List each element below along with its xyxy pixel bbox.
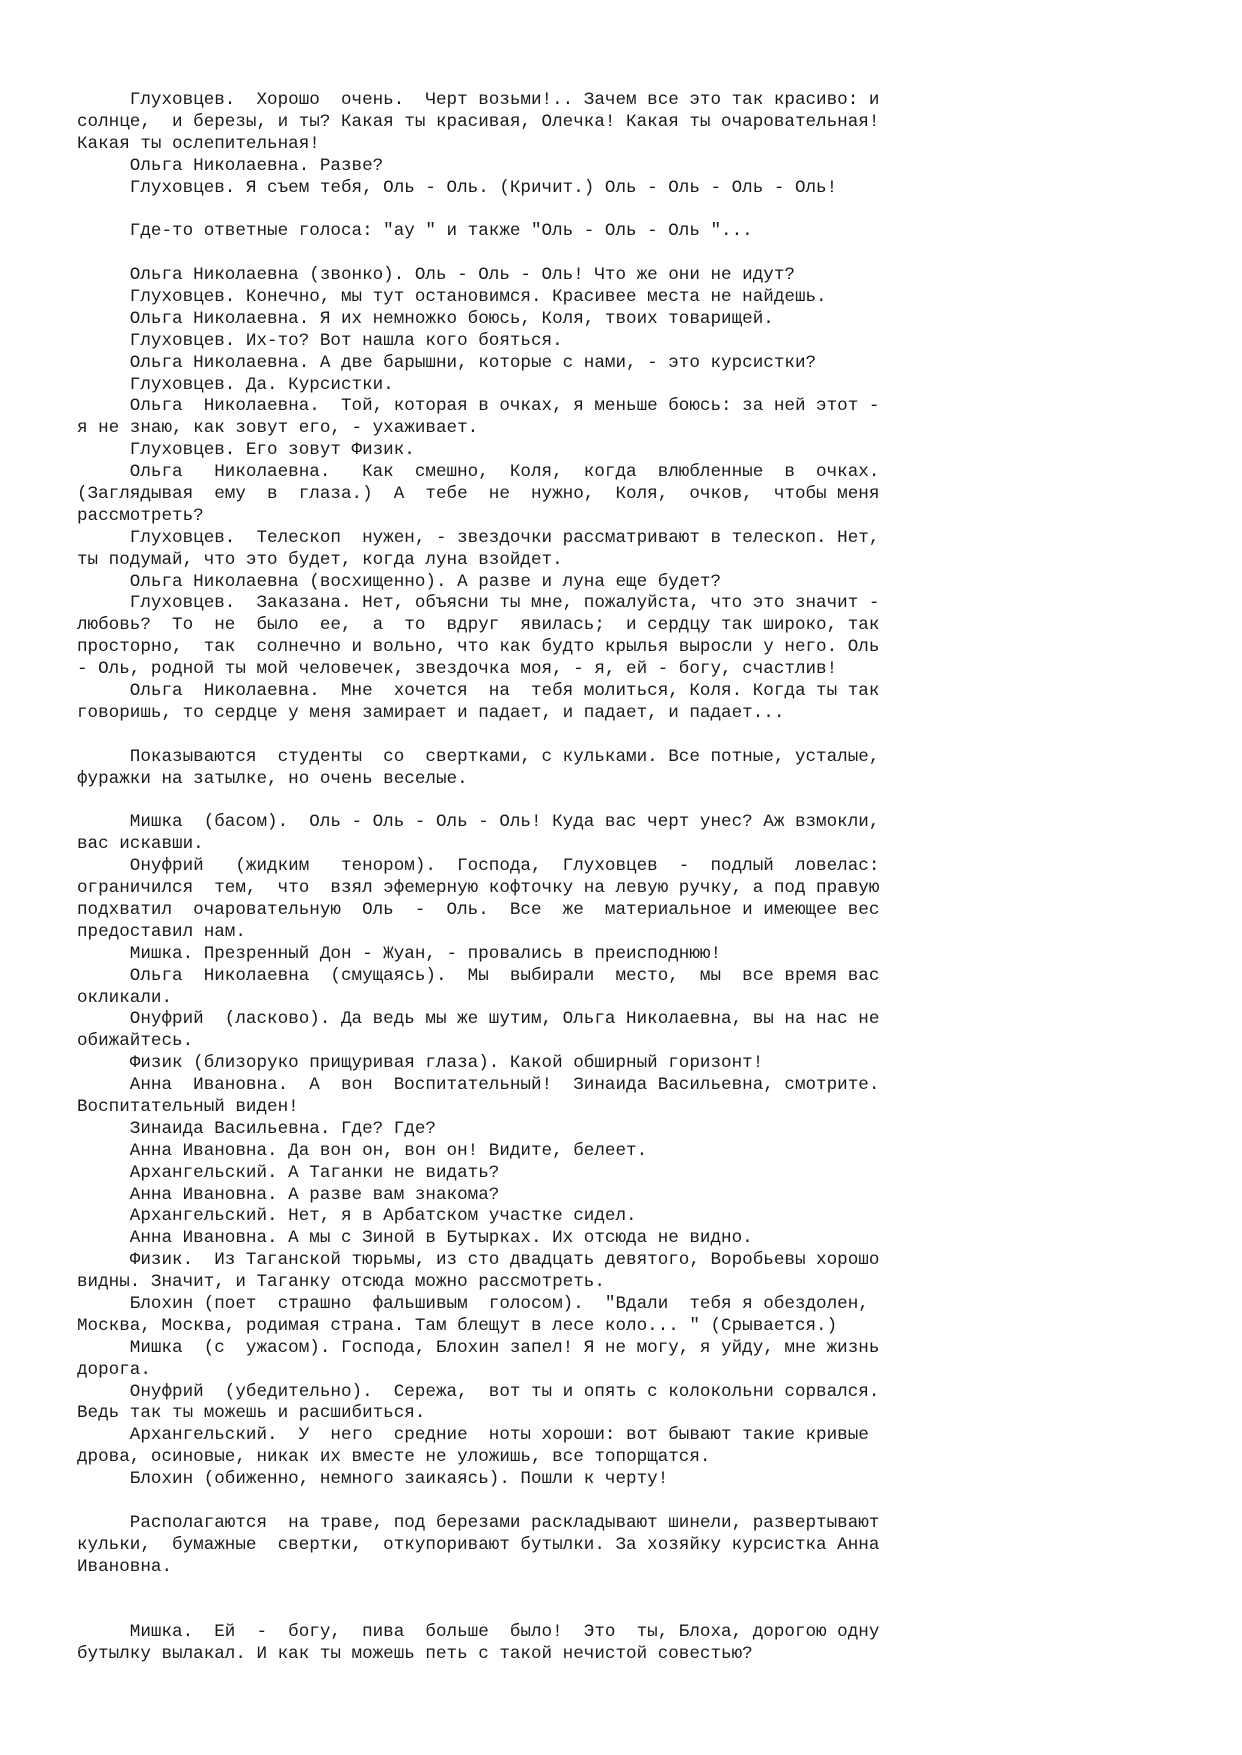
document-page [77, 90, 1029, 1666]
text-line: Онуфрий (жидким тенором). Господа, Глуховцев - подлый ловелас: [77, 856, 880, 877]
text-line: Глуховцев. Конечно, мы тут остановимся. Красивее места не найдешь. [77, 287, 827, 308]
text-line: фуражки на затылке, но очень веселые. [77, 768, 468, 789]
text-line: Мишка (басом). Оль - Оль - Оль - Оль! Куда вас черт унес? Аж взмокли, [77, 812, 880, 833]
text-line: подхватил очаровательную Оль - Оль. Все же материальное и имеющее вес [77, 899, 880, 920]
text-line: Воспитательный виден! [77, 1096, 299, 1117]
blank-line [77, 725, 1029, 747]
text-line: Москва, Москва, родимая страна. Там блещут в лесе коло... " (Срывается.) [77, 1315, 838, 1336]
text-line: Архангельский. А Таганки не видать? [77, 1162, 500, 1183]
text-line: Блохин (обиженно, немного заикаясь). Пошли к черту! [77, 1469, 669, 1490]
text-line: Глуховцев. Их-то? Вот нашла кого бояться. [77, 330, 563, 351]
text-line: просторно, так солнечно и вольно, что как будто крылья выросли у него. Оль [77, 637, 880, 658]
text-line: Ольга Николаевна. Как смешно, Коля, когда влюбленные в очках. [77, 462, 880, 483]
text-line: - Оль, родной ты мой человечек, звездочка моя, - я, ей - богу, счастлив! [77, 659, 838, 680]
blank-line [77, 1579, 1029, 1601]
text-line: предоставил нам. [77, 921, 246, 942]
text-line: Ольга Николаевна (смущаясь). Мы выбирали место, мы все время вас [77, 965, 880, 986]
text-line: Глуховцев. Я съем тебя, Оль - Оль. (Кричит.) Оль - Оль - Оль - Оль! [77, 177, 838, 198]
text-line: Зинаида Васильевна. Где? Где? [77, 1118, 436, 1139]
text-line: (Заглядывая ему в глаза.) А тебе не нужно, Коля, очков, чтобы меня [77, 484, 880, 505]
text-line: говоришь, то сердце у меня замирает и падает, и падает, и падает... [77, 702, 785, 723]
text-line: Физик (близоруко прищуривая глаза). Какой обширный горизонт! [77, 1053, 764, 1074]
text-line: Глуховцев. Да. Курсистки. [77, 374, 394, 395]
blank-line [77, 1600, 1029, 1622]
text-line: Глуховцев. Хорошо очень. Черт возьми!.. Зачем все это так красиво: и [77, 90, 880, 110]
text-line: Мишка. Ей - богу, пива больше было! Это ты, Блоха, дорогою одну [77, 1622, 880, 1643]
text-line: любовь? То не было ее, а то вдруг явилась; и сердцу так широко, так [77, 615, 880, 636]
text-line: Ольга Николаевна. А две барышни, которые с нами, - это курсистки? [77, 352, 817, 373]
text-line: Ольга Николаевна. Той, которая в очках, я меньше боюсь: за ней этот - [77, 396, 880, 417]
text-line: вас искавши. [77, 834, 204, 855]
text-line: дрова, осиновые, никак их вместе не уложишь, все топорщатся. [77, 1447, 711, 1468]
text-line: я не знаю, как зовут его, - ухаживает. [77, 418, 479, 439]
text-line: Где-то ответные голоса: "ау " и также "Оль - Оль - Оль "... [77, 221, 753, 242]
text-line: Архангельский. Нет, я в Арбатском участке сидел. [77, 1206, 637, 1227]
text-line: Блохин (поет страшно фальшивым голосом). "Вдали тебя я обездолен, [77, 1293, 869, 1314]
text-line: Ольга Николаевна. Я их немножко боюсь, Коля, твоих товарищей. [77, 308, 774, 329]
text-line: Онуфрий (ласково). Да ведь мы же шутим, Ольга Николаевна, вы на нас не [77, 1009, 880, 1030]
text-line: Глуховцев. Заказана. Нет, объясни ты мне, пожалуйста, что это значит - [77, 593, 880, 614]
text-line: Ивановна. [77, 1556, 173, 1577]
text-line: Мишка. Презренный Дон - Жуан, - провались в преисподнюю! [77, 943, 722, 964]
text-line: Анна Ивановна. А мы с Зиной в Бутырках. Их отсюда не видно. [77, 1228, 753, 1249]
text-line: бутылку вылакал. И как ты можешь петь с такой нечистой совестью? [77, 1644, 753, 1665]
text-line: Мишка (с ужасом). Господа, Блохин запел! Я не могу, я уйду, мне жизнь [77, 1337, 880, 1358]
text-line: Анна Ивановна. А разве вам знакома? [77, 1184, 500, 1205]
text-line: Показываются студенты со свертками, с кульками. Все потные, усталые, [77, 746, 880, 767]
text-line: Анна Ивановна. Да вон он, вон он! Видите, белеет. [77, 1140, 648, 1161]
text-line: обижайтесь. [77, 1031, 194, 1052]
text-line: Глуховцев. Его зовут Физик. [77, 440, 415, 461]
blank-line [77, 243, 1029, 265]
text-line: рассмотреть? [77, 505, 204, 526]
text-line: видны. Значит, и Таганку отсюда можно рассмотреть. [77, 1272, 605, 1293]
text-line: Какая ты ослепительная! [77, 133, 320, 154]
blank-line [77, 1491, 1029, 1513]
text-line: Анна Ивановна. А вон Воспитательный! Зинаида Васильевна, смотрите. [77, 1075, 880, 1096]
text-line: Онуфрий (убедительно). Сережа, вот ты и опять с колокольни сорвался. [77, 1381, 880, 1402]
text-line: Архангельский. У него средние ноты хороши: вот бывают такие кривые [77, 1425, 869, 1446]
text-line: Ольга Николаевна. Разве? [77, 155, 384, 176]
text-line: кульки, бумажные свертки, откупоривают бутылки. За хозяйку курсистка Анна [77, 1534, 880, 1555]
text-line: Ольга Николаевна (звонко). Оль - Оль - Оль! Что же они не идут? [77, 265, 795, 286]
text-line: Ольга Николаевна (восхищенно). А разве и луна еще будет? [77, 571, 722, 592]
text-line: окликали. [77, 987, 173, 1008]
text-line: Ольга Николаевна. Мне хочется на тебя молиться, Коля. Когда ты так [77, 681, 880, 702]
text-line: ограничился тем, что взял эфемерную кофточку на левую ручку, а под правую [77, 878, 880, 899]
text-line: Глуховцев. Телескоп нужен, - звездочки рассматривают в телескоп. Нет, [77, 527, 880, 548]
text-line: Физик. Из Таганской тюрьмы, из сто двадцать девятого, Воробьевы хорошо [77, 1250, 880, 1271]
text-line: солнце, и березы, и ты? Какая ты красивая, Олечка! Какая ты очаровательная! [77, 111, 880, 132]
blank-line [77, 199, 1029, 221]
text-line: ты подумай, что это будет, когда луна взойдет. [77, 549, 563, 570]
blank-line [77, 791, 1029, 813]
text-line: Ведь так ты можешь и расшибиться. [77, 1403, 426, 1424]
text-line: Располагаются на траве, под березами раскладывают шинели, развертывают [77, 1512, 880, 1533]
text-line: дорога. [77, 1359, 151, 1380]
